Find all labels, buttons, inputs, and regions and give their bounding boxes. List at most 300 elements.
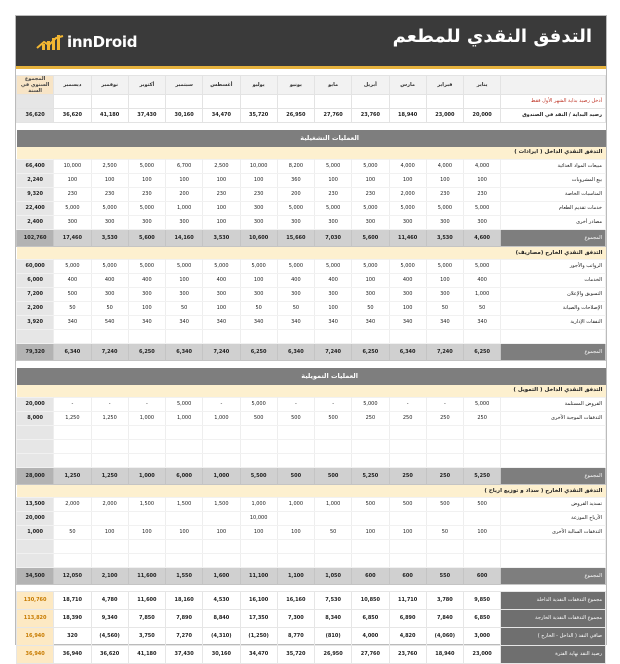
- cash-flow-table: [16, 75, 606, 664]
- row-total-cell: 16,940: [17, 628, 54, 646]
- value-cell: 300: [426, 216, 463, 230]
- value-cell: 10,600: [240, 230, 277, 247]
- value-cell: 18,940: [389, 109, 426, 123]
- value-cell: [426, 440, 463, 454]
- row-label: [501, 440, 606, 454]
- value-cell: 5,600: [352, 230, 389, 247]
- value-cell: 7,840: [426, 610, 463, 628]
- value-cell: 500: [315, 468, 352, 485]
- value-cell: -: [203, 398, 240, 412]
- value-cell: 7,850: [128, 610, 165, 628]
- value-cell: 5,000: [128, 202, 165, 216]
- banner-label: العمليات التمويلية: [54, 368, 606, 385]
- value-cell: 230: [128, 188, 165, 202]
- value-cell: 1,500: [203, 498, 240, 512]
- value-cell: 1,500: [128, 498, 165, 512]
- value-cell: 5,000: [389, 260, 426, 274]
- value-cell: 18,160: [166, 592, 203, 610]
- value-cell: 2,500: [91, 160, 128, 174]
- value-cell: 4,820: [389, 628, 426, 646]
- row-label: المناسبات الخاصة: [501, 188, 606, 202]
- section-header: [17, 130, 606, 147]
- value-cell: 300: [203, 288, 240, 302]
- value-cell: 2,000: [91, 498, 128, 512]
- value-cell: 5,000: [91, 260, 128, 274]
- header-label-cell: [501, 76, 606, 95]
- row-total-cell: 6,000: [17, 274, 54, 288]
- row-total-cell: 60,000: [17, 260, 54, 274]
- value-cell: [352, 330, 389, 344]
- value-cell: 7,030: [315, 230, 352, 247]
- value-cell: 100: [240, 174, 277, 188]
- value-cell: [240, 554, 277, 568]
- banner-label: التدفق النقدي الداخل ( ايرادات ): [54, 147, 606, 160]
- spacer-row: [17, 361, 606, 368]
- value-cell: [54, 95, 91, 109]
- value-cell: 340: [389, 316, 426, 330]
- value-cell: 50: [91, 302, 128, 316]
- row-label: بيع المشروبات: [501, 174, 606, 188]
- spacer-cell: [17, 123, 606, 130]
- value-cell: [389, 512, 426, 526]
- value-cell: 5,000: [352, 398, 389, 412]
- value-cell: 300: [277, 288, 314, 302]
- value-cell: 5,000: [91, 202, 128, 216]
- value-cell: [389, 330, 426, 344]
- row-total-cell: [17, 426, 54, 440]
- row-total-cell: [17, 440, 54, 454]
- value-cell: 100: [464, 174, 501, 188]
- value-cell: 250: [426, 468, 463, 485]
- value-cell: 8,200: [277, 160, 314, 174]
- value-cell: 5,000: [315, 260, 352, 274]
- value-cell: [203, 454, 240, 468]
- row-label: مجموع التدفقات النقدية الداخلة: [501, 592, 606, 610]
- value-cell: [352, 554, 389, 568]
- value-cell: 300: [54, 216, 91, 230]
- value-cell: 6,250: [240, 344, 277, 361]
- spacer-cell: [17, 585, 606, 592]
- row-total-cell: 2,400: [17, 216, 54, 230]
- value-cell: 9,340: [91, 610, 128, 628]
- line-item-row: [17, 274, 606, 288]
- value-cell: 1,000: [128, 468, 165, 485]
- value-cell: 20,000: [464, 109, 501, 123]
- value-cell: 500: [464, 498, 501, 512]
- value-cell: 100: [277, 526, 314, 540]
- value-cell: 3,000: [464, 628, 501, 646]
- section-header: [17, 368, 606, 385]
- value-cell: 1,250: [91, 468, 128, 485]
- value-cell: 340: [315, 316, 352, 330]
- row-total-cell: [17, 95, 54, 109]
- month-header: مارس: [389, 76, 426, 95]
- value-cell: 1,000: [315, 498, 352, 512]
- value-cell: [352, 512, 389, 526]
- value-cell: 300: [426, 288, 463, 302]
- spacer-cell: [17, 361, 606, 368]
- row-label: رصيد البداية / النقد في الصندوق: [501, 109, 606, 123]
- value-cell: 4,000: [426, 160, 463, 174]
- value-cell: 400: [128, 274, 165, 288]
- value-cell: 10,850: [352, 592, 389, 610]
- value-cell: 1,550: [166, 568, 203, 585]
- value-cell: 100: [166, 174, 203, 188]
- value-cell: 6,340: [389, 344, 426, 361]
- row-label: المجموع: [501, 568, 606, 585]
- row-label: المجموع: [501, 230, 606, 247]
- value-cell: (4,060): [426, 628, 463, 646]
- summary-total-row: [17, 592, 606, 610]
- row-total-cell: 13,500: [17, 498, 54, 512]
- value-cell: 11,600: [128, 568, 165, 585]
- value-cell: 34,470: [240, 646, 277, 664]
- value-cell: 30,160: [203, 646, 240, 664]
- value-cell: 100: [240, 526, 277, 540]
- value-cell: 1,000: [277, 498, 314, 512]
- value-cell: 100: [166, 274, 203, 288]
- banner-label: التدفق النقدي الداخل ( التمويل ): [54, 385, 606, 398]
- value-cell: [315, 440, 352, 454]
- value-cell: 4,600: [464, 230, 501, 247]
- line-item-row: [17, 160, 606, 174]
- value-cell: [240, 454, 277, 468]
- value-cell: 36,620: [54, 109, 91, 123]
- value-cell: 5,000: [203, 260, 240, 274]
- value-cell: 100: [91, 174, 128, 188]
- value-cell: [352, 454, 389, 468]
- line-item-row: [17, 202, 606, 216]
- value-cell: [54, 512, 91, 526]
- value-cell: 5,000: [277, 202, 314, 216]
- month-header: نوفمبر: [91, 76, 128, 95]
- value-cell: 16,100: [240, 592, 277, 610]
- row-label: الأرباح الموزعة: [501, 512, 606, 526]
- value-cell: 23,000: [464, 646, 501, 664]
- value-cell: 5,000: [464, 202, 501, 216]
- line-item-row: [17, 440, 606, 454]
- value-cell: [54, 540, 91, 554]
- value-cell: 4,000: [352, 628, 389, 646]
- value-cell: 100: [128, 174, 165, 188]
- value-cell: 23,000: [426, 109, 463, 123]
- value-cell: 1,500: [166, 498, 203, 512]
- value-cell: [91, 540, 128, 554]
- month-header: أكتوبر: [128, 76, 165, 95]
- line-item-row: [17, 174, 606, 188]
- value-cell: 6,250: [352, 344, 389, 361]
- block-header: [17, 147, 606, 160]
- value-cell: [315, 330, 352, 344]
- value-cell: 340: [464, 316, 501, 330]
- value-cell: 5,600: [128, 230, 165, 247]
- value-cell: 230: [426, 188, 463, 202]
- line-item-row: [17, 454, 606, 468]
- row-label: صافي النقد ( الداخل - الخارج ): [501, 628, 606, 646]
- value-cell: 5,000: [426, 202, 463, 216]
- value-cell: 100: [54, 174, 91, 188]
- value-cell: [203, 512, 240, 526]
- value-cell: [277, 440, 314, 454]
- value-cell: 6,890: [389, 610, 426, 628]
- value-cell: -: [315, 398, 352, 412]
- value-cell: 500: [54, 288, 91, 302]
- value-cell: 1,000: [128, 412, 165, 426]
- value-cell: 5,000: [315, 160, 352, 174]
- banner-total-cell: [17, 147, 54, 160]
- month-header: مايو: [315, 76, 352, 95]
- opening-balance-row: [17, 109, 606, 123]
- value-cell: 100: [203, 174, 240, 188]
- value-cell: 15,660: [277, 230, 314, 247]
- value-cell: 100: [91, 526, 128, 540]
- banner-label: التدفق النقدي الخارج (مصاريف): [54, 247, 606, 260]
- spacer-row: [17, 585, 606, 592]
- value-cell: 1,050: [315, 568, 352, 585]
- value-cell: [352, 95, 389, 109]
- value-cell: [203, 330, 240, 344]
- banner-total-cell: [17, 130, 54, 147]
- row-label: النفقات الإدارية: [501, 316, 606, 330]
- row-total-cell: 130,760: [17, 592, 54, 610]
- line-item-row: [17, 398, 606, 412]
- value-cell: [91, 554, 128, 568]
- value-cell: 500: [315, 412, 352, 426]
- brand-name: innDroid: [67, 33, 138, 51]
- value-cell: 100: [128, 526, 165, 540]
- value-cell: 5,000: [54, 260, 91, 274]
- summary-total-row: [17, 628, 606, 646]
- value-cell: 300: [240, 288, 277, 302]
- value-cell: 100: [352, 526, 389, 540]
- value-cell: 50: [240, 302, 277, 316]
- row-label: [501, 554, 606, 568]
- value-cell: 1,100: [277, 568, 314, 585]
- row-label: الخدمات: [501, 274, 606, 288]
- brand-logo: [36, 32, 137, 52]
- value-cell: 26,950: [277, 109, 314, 123]
- row-label: رصيد النقد نهاية الفترة: [501, 646, 606, 664]
- annual-total-header: المجموع السنوي في السنة: [17, 76, 54, 95]
- row-label: [501, 540, 606, 554]
- value-cell: 27,760: [352, 646, 389, 664]
- value-cell: 340: [352, 316, 389, 330]
- value-cell: 5,000: [166, 398, 203, 412]
- value-cell: 1,000: [203, 468, 240, 485]
- value-cell: [166, 554, 203, 568]
- banner-total-cell: [17, 485, 54, 498]
- row-total-cell: 1,000: [17, 526, 54, 540]
- banner-label: العمليات التشغيلية: [54, 130, 606, 147]
- value-cell: [91, 454, 128, 468]
- value-cell: 14,160: [166, 230, 203, 247]
- value-cell: 10,000: [54, 160, 91, 174]
- block-header: [17, 247, 606, 260]
- banner-total-cell: [17, 368, 54, 385]
- value-cell: 340: [203, 316, 240, 330]
- value-cell: 3,530: [426, 230, 463, 247]
- value-cell: 1,250: [54, 468, 91, 485]
- value-cell: 100: [315, 302, 352, 316]
- value-cell: 300: [464, 216, 501, 230]
- value-cell: [426, 540, 463, 554]
- value-cell: [166, 540, 203, 554]
- value-cell: 400: [203, 274, 240, 288]
- value-cell: 18,710: [54, 592, 91, 610]
- value-cell: 100: [240, 274, 277, 288]
- value-cell: 10,000: [240, 512, 277, 526]
- value-cell: [389, 426, 426, 440]
- value-cell: 230: [315, 188, 352, 202]
- value-cell: 100: [426, 174, 463, 188]
- value-cell: [128, 454, 165, 468]
- value-cell: 400: [91, 274, 128, 288]
- value-cell: 50: [166, 302, 203, 316]
- value-cell: 4,530: [203, 592, 240, 610]
- line-item-row: [17, 188, 606, 202]
- value-cell: [166, 440, 203, 454]
- value-cell: [166, 512, 203, 526]
- value-cell: 200: [166, 188, 203, 202]
- value-cell: 11,100: [240, 568, 277, 585]
- value-cell: 540: [91, 316, 128, 330]
- value-cell: 400: [389, 274, 426, 288]
- value-cell: [203, 440, 240, 454]
- value-cell: 600: [389, 568, 426, 585]
- row-label: [501, 330, 606, 344]
- row-label: خدمات تقديم الطعام: [501, 202, 606, 216]
- value-cell: 500: [352, 498, 389, 512]
- value-cell: 300: [277, 216, 314, 230]
- value-cell: 7,890: [166, 610, 203, 628]
- value-cell: 2,500: [203, 160, 240, 174]
- value-cell: 1,600: [203, 568, 240, 585]
- value-cell: 6,000: [166, 468, 203, 485]
- value-cell: 10,000: [240, 160, 277, 174]
- value-cell: 340: [128, 316, 165, 330]
- row-total-cell: 28,000: [17, 468, 54, 485]
- value-cell: 23,760: [389, 646, 426, 664]
- value-cell: [426, 454, 463, 468]
- block-sum-row: [17, 568, 606, 585]
- value-cell: 100: [352, 274, 389, 288]
- value-cell: 7,240: [91, 344, 128, 361]
- value-cell: 400: [464, 274, 501, 288]
- row-total-cell: [17, 330, 54, 344]
- value-cell: 11,710: [389, 592, 426, 610]
- value-cell: [277, 426, 314, 440]
- value-cell: 5,000: [426, 260, 463, 274]
- value-cell: (4,310): [203, 628, 240, 646]
- value-cell: 340: [240, 316, 277, 330]
- value-cell: [426, 512, 463, 526]
- value-cell: [277, 540, 314, 554]
- value-cell: [91, 440, 128, 454]
- summary-total-row: [17, 610, 606, 628]
- value-cell: 5,000: [352, 160, 389, 174]
- block-header: [17, 385, 606, 398]
- value-cell: 5,250: [352, 468, 389, 485]
- value-cell: [315, 454, 352, 468]
- line-item-row: [17, 498, 606, 512]
- banner-label: التدفق النقدي الخارج ( سداد و توزيع ارباح ): [54, 485, 606, 498]
- value-cell: [203, 554, 240, 568]
- row-total-cell: 66,400: [17, 160, 54, 174]
- value-cell: 500: [426, 498, 463, 512]
- value-cell: [240, 330, 277, 344]
- row-total-cell: 3,920: [17, 316, 54, 330]
- line-item-row: [17, 426, 606, 440]
- value-cell: 9,850: [464, 592, 501, 610]
- row-total-cell: [17, 554, 54, 568]
- value-cell: [426, 426, 463, 440]
- value-cell: 41,180: [128, 646, 165, 664]
- value-cell: [277, 95, 314, 109]
- month-header: فبراير: [426, 76, 463, 95]
- value-cell: (810): [315, 628, 352, 646]
- value-cell: 100: [128, 302, 165, 316]
- value-cell: 300: [128, 288, 165, 302]
- value-cell: 300: [315, 288, 352, 302]
- value-cell: 100: [464, 526, 501, 540]
- value-cell: 2,000: [54, 498, 91, 512]
- value-cell: [352, 540, 389, 554]
- value-cell: [277, 330, 314, 344]
- block-sum-row: [17, 230, 606, 247]
- value-cell: -: [389, 398, 426, 412]
- value-cell: 5,000: [166, 260, 203, 274]
- line-item-row: [17, 330, 606, 344]
- value-cell: 6,850: [352, 610, 389, 628]
- value-cell: 7,240: [315, 344, 352, 361]
- value-cell: [389, 540, 426, 554]
- value-cell: [240, 426, 277, 440]
- row-label: تسديد القروض: [501, 498, 606, 512]
- value-cell: 600: [464, 568, 501, 585]
- month-header: أبريل: [352, 76, 389, 95]
- value-cell: -: [128, 398, 165, 412]
- line-item-row: [17, 302, 606, 316]
- value-cell: 5,000: [352, 260, 389, 274]
- row-label: الرواتب والأجور: [501, 260, 606, 274]
- value-cell: 1,000: [203, 412, 240, 426]
- value-cell: [91, 330, 128, 344]
- value-cell: [426, 330, 463, 344]
- value-cell: 5,000: [277, 260, 314, 274]
- value-cell: 300: [240, 202, 277, 216]
- value-cell: 5,000: [389, 202, 426, 216]
- value-cell: 250: [464, 412, 501, 426]
- row-total-cell: 2,200: [17, 302, 54, 316]
- value-cell: 100: [315, 174, 352, 188]
- value-cell: [54, 426, 91, 440]
- value-cell: 100: [389, 302, 426, 316]
- row-label: التسويق والإعلان: [501, 288, 606, 302]
- value-cell: [240, 95, 277, 109]
- banner-total-cell: [17, 385, 54, 398]
- value-cell: -: [54, 398, 91, 412]
- value-cell: 6,700: [166, 160, 203, 174]
- value-cell: 50: [315, 526, 352, 540]
- row-total-cell: 102,760: [17, 230, 54, 247]
- value-cell: 2,100: [91, 568, 128, 585]
- value-cell: [54, 330, 91, 344]
- value-cell: [315, 554, 352, 568]
- value-cell: 1,000: [464, 288, 501, 302]
- value-cell: 1,000: [166, 412, 203, 426]
- line-item-row: [17, 412, 606, 426]
- value-cell: 200: [277, 188, 314, 202]
